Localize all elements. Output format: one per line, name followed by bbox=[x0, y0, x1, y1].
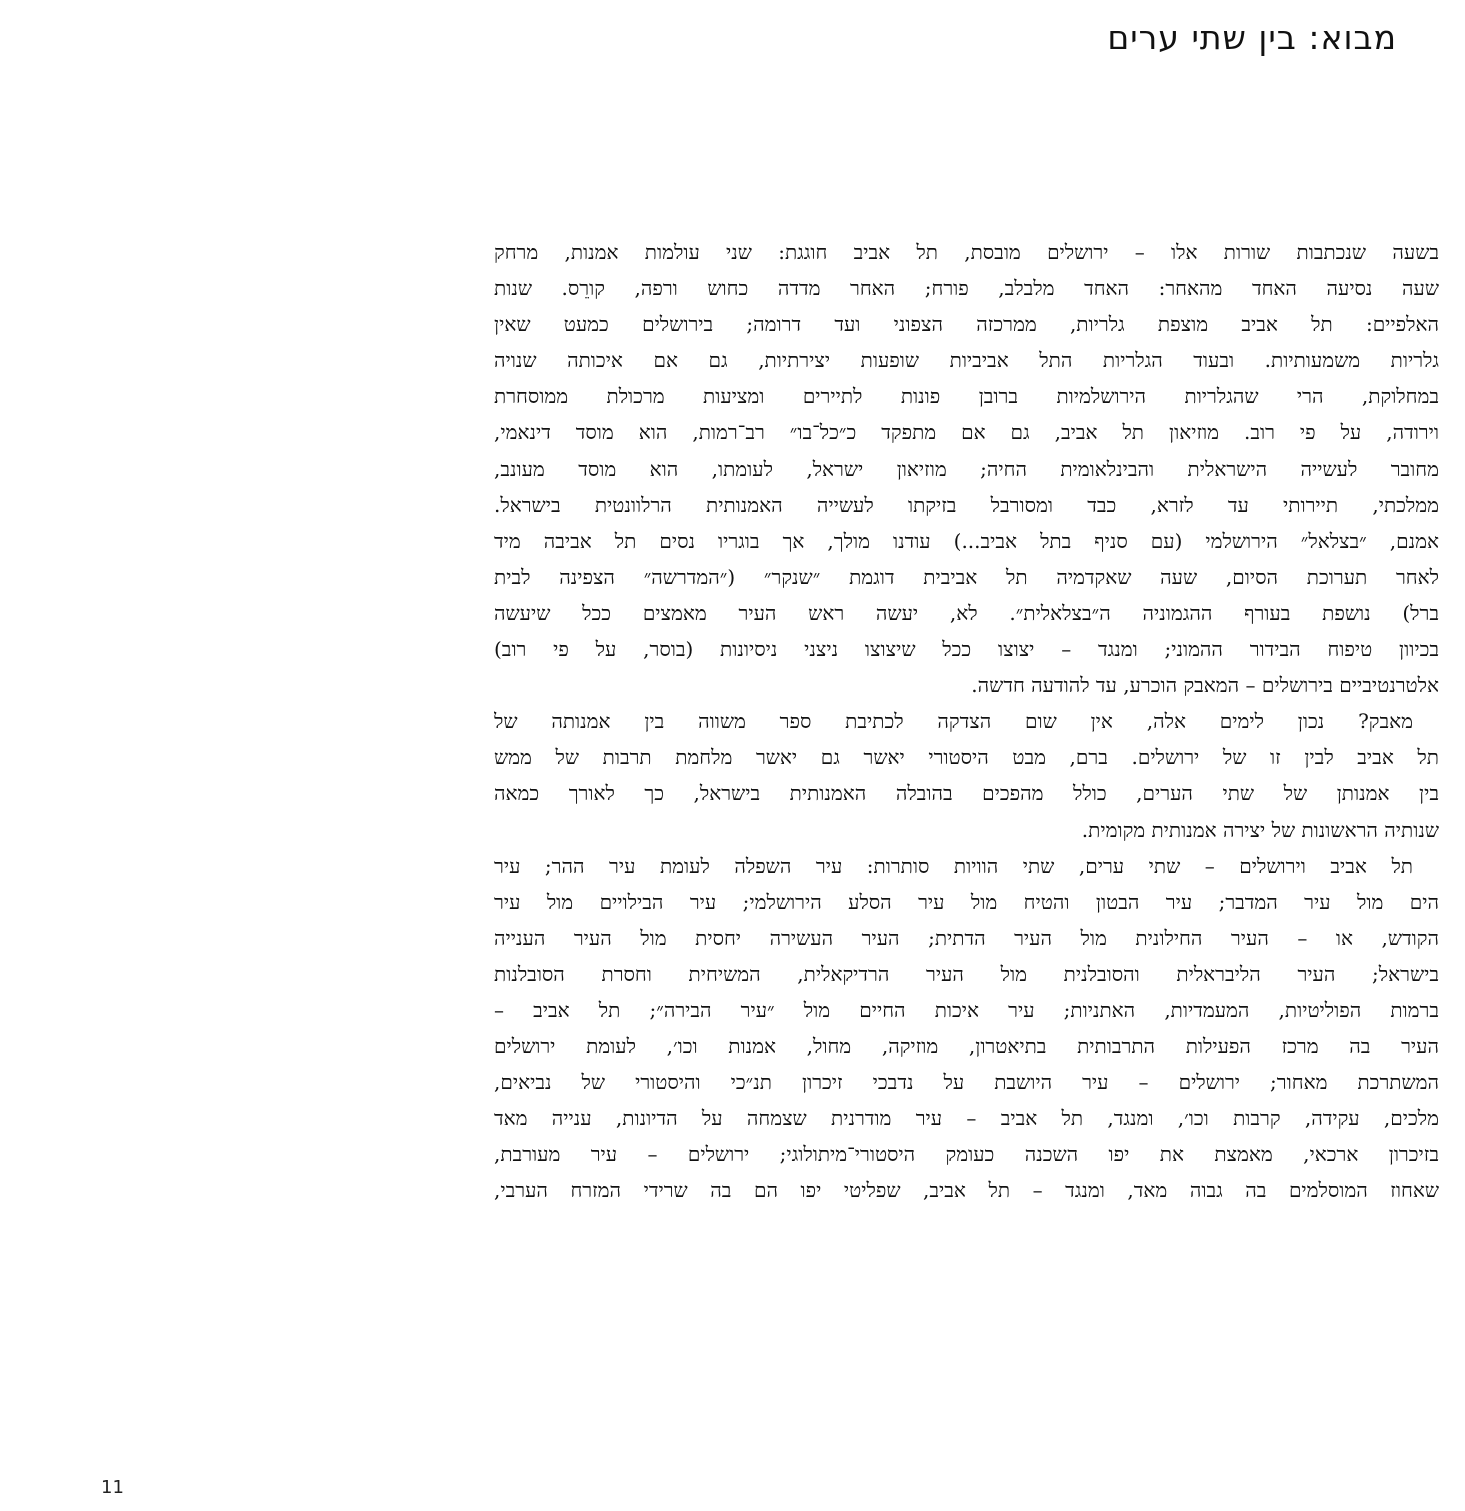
paragraph-1 bbox=[494, 234, 1439, 703]
text-line: במחלוקת, הרי שהגלריות הירושלמיות ברובן פונות לתיירים ומציעות מרכולת ממוסחרת bbox=[494, 384, 1439, 409]
text-line: אמנם, ״בצלאל״ הירושלמי (עם סניף בתל אביב...) עודנו מולך, אך בוגריו נסים תל אביבה מיד bbox=[494, 528, 1439, 553]
text-line: תל אביב וירושלים – שתי ערים, שתי הוויות סותרות: עיר השפלה לעומת עיר ההר; עיר bbox=[494, 853, 1413, 878]
text-line: מחובר לעשייה הישראלית והבינלאומית החיה; מוזיאון ישראל, לעומתו, הוא מוסד מעונב, bbox=[494, 456, 1439, 481]
text-line: בשעה שנכתבות שורות אלו – ירושלים מובסת, תל אביב חוגגת: שני עולמות אמנות, מרחק bbox=[494, 240, 1439, 264]
text-line: המשתרכת מאחור; ירושלים – עיר היושבת על נדבכי זיכרון תנ״כי והיסטורי של נביאים, bbox=[494, 1070, 1439, 1095]
running-head-title: מבוא: בין שתי ערים bbox=[1107, 18, 1397, 57]
text-line: בישראל; העיר הליבראלית והסובלנית מול העיר הרדיקאלית, המשיחית וחסרת הסובלנות bbox=[494, 961, 1439, 986]
text-line: האלפיים: תל אביב מוצפת גלריות, ממרכזה הצפוני ועד דרומה; בירושלים כמעט שאין bbox=[494, 312, 1439, 337]
text-line: מאבק? נכון לימים אלה, אין שום הצדקה לכתיבת ספר משווה בין אמנותה של bbox=[494, 709, 1413, 734]
text-line: ברל) נושפת בעורף ההגמוניה ה״בצלאלית״. לא, יעשה ראש העיר מאמצים ככל שיעשה bbox=[494, 600, 1439, 625]
text-line: העיר בה מרכז הפעילות התרבותית בתיאטרון, מוזיקה, מחול, אמנות וכו׳, לעומת ירושלים bbox=[494, 1034, 1439, 1059]
text-line: הקודש, או – העיר החילונית מול העיר הדתית; העיר העשירה יחסית מול העיר הענייה bbox=[494, 925, 1439, 950]
text-line: מלכים, עקידה, קרבות וכו׳, ומנגד, תל אביב – עיר מודרנית שצמחה על הדיונות, ענייה מאד bbox=[494, 1106, 1439, 1131]
text-line: ממלכתי, תיירותי עד לזרא, כבד ומסורבל בזיקתו לעשייה האמנותית הרלוונטית בישראל. bbox=[494, 492, 1439, 517]
text-line: שעה נסיעה האחד מהאחר: האחד מלבלב, פורח; האחר מדדה כחוש ורפה, קורֵס. שנות bbox=[494, 276, 1439, 301]
text-line: שאחוז המוסלמים בה גבוה מאד, ומנגד – תל אביב, שפליטי יפו הם בה שרידי המזרח הערבי, bbox=[494, 1178, 1439, 1203]
text-line: גלריות משמעותיות. ובעוד הגלריות התל אביביות שופעות יצירתיות, גם אם איכותה שנויה bbox=[494, 348, 1439, 373]
text-line: לאחר תערוכת הסיום, שעה שאקדמיה תל אביבית דוגמת ״שנקר״ (״המדרשה״ הצפינה לבית bbox=[494, 564, 1439, 589]
text-line: תל אביב לבין זו של ירושלים. ברם, מבט היסטורי יאשר גם יאשר מלחמת תרבות של ממש bbox=[494, 745, 1439, 770]
text-line: וירודה, על פי רוב. מוזיאון תל אביב, גם אם מתפקד כ״כל־בו״ רב־רמות, הוא מוסד דינאמי, bbox=[494, 420, 1439, 445]
body-text bbox=[494, 234, 1439, 1209]
text-line: בזיכרון ארכאי, מאמצת את יפו השכנה כעומק היסטורי־מיתולוגי; ירושלים – עיר מעורבת, bbox=[494, 1142, 1439, 1167]
text-line: ברמות הפוליטיות, המעמדיות, האתניות; עיר איכות החיים מול ״עיר הבירה״; תל אביב – bbox=[494, 997, 1439, 1022]
paragraph-2 bbox=[494, 703, 1439, 847]
text-line: בכיוון טיפוח הבידור ההמוני; ומנגד – יצוצו ככל שיצוצו ניצני ניסיונות (בוסר, על פי רוב) bbox=[494, 637, 1439, 662]
text-line: אלטרנטיביים בירושלים – המאבק הוכרע, עד להודעה חדשה. bbox=[971, 673, 1439, 698]
paragraph-3 bbox=[494, 848, 1439, 1209]
page-number: 11 bbox=[101, 1477, 124, 1498]
text-line: שנותיה הראשונות של יצירה אמנותית מקומית. bbox=[1081, 817, 1439, 842]
text-line: הים מול עיר המדבר; עיר הבטון והטיח מול עיר הסלע הירושלמי; עיר הבילויים מול עיר bbox=[494, 889, 1439, 914]
text-line: בין אמנותן של שתי הערים, כולל מהפכים בהובלה האמנותית בישראל, כך לאורך כמאה bbox=[494, 781, 1439, 806]
